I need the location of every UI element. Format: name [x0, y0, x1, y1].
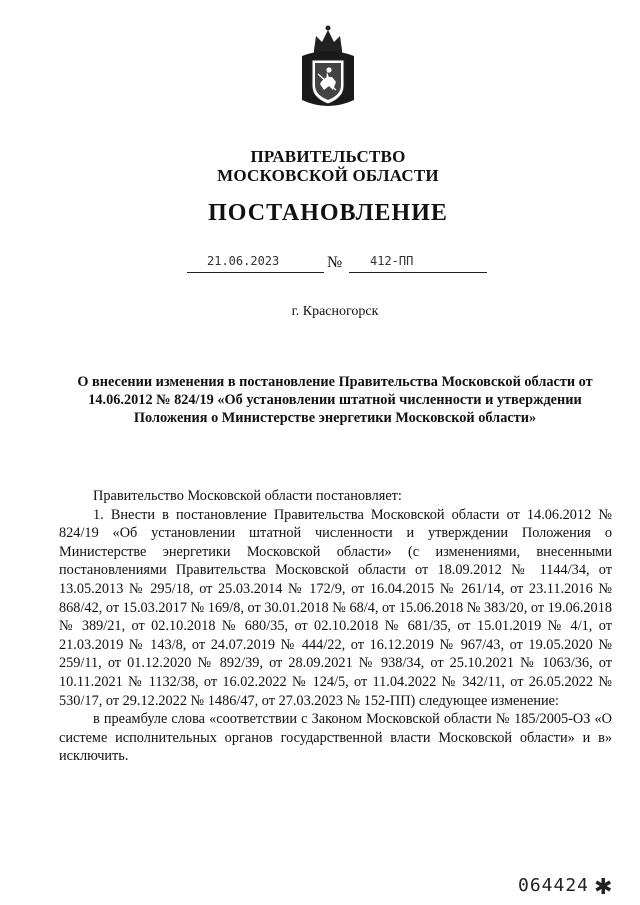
- document-subject: О внесении изменения в постановление Правительства Московской области от 14.06.2012 № 824/19 «Об установлении штатной численности и утверждении Положения о Министерстве энергетики Московской области»: [77, 374, 593, 426]
- document-number: 412-ПП: [370, 254, 414, 268]
- city-name: г. Красногорск: [291, 304, 379, 319]
- org-name-line2: МОСКОВСКОЙ ОБЛАСТИ: [217, 166, 439, 185]
- date-field: [187, 252, 324, 273]
- document-body: [59, 487, 612, 766]
- body-item-1: 1. Внести в постановление Правительства Московской области от 14.06.2012 № 824/19 «Об установлении штатной численности и утверждении Положения о Министерстве энергетики Московской области» (с изменениями, внесенными постановлениями Правительства Московской области от 18.09.2012 № 1144/34, от 13.05.2013 № 295/18, от 25.03.2014 № 172/9, от 16.04.2015 № 261/14, от 23.11.2016 № 868/42, от 15.03.2017 № 169/8, от 30.01.2018 № 68/4, от 15.06.2018 № 383/20, от 19.06.2018 № 389/21, от 02.10.2018 № 680/35, от 02.10.2018 № 681/35, от 15.01.2019 № 4/1, от 21.03.2019 № 143/8, от 24.07.2019 № 444/22, от 16.12.2019 № 967/43, от 19.05.2020 № 259/11, от 01.12.2020 № 892/39, от 28.09.2021 № 938/34, от 25.10.2021 № 1063/36, от 10.11.2021 № 1132/38, от 16.02.2022 № 124/5, от 11.04.2022 № 342/11, от 26.05.2022 № 530/17, от 29.12.2022 № 1486/47, от 27.03.2023 № 152-ПП) следующее изменение:: [59, 506, 612, 709]
- asterisk-mark-icon: ✱: [594, 874, 613, 899]
- number-field: [349, 252, 487, 273]
- serial-number: 064424: [518, 875, 590, 896]
- body-item-2: в преамбуле слова «соответствии с Законом Московской области № 185/2005-ОЗ «О системе исполнительных органов государственной власти Московской области» и в» исключить.: [59, 711, 612, 765]
- org-name-line1: ПРАВИТЕЛЬСТВО: [250, 147, 406, 166]
- coat-of-arms-icon: [296, 20, 360, 116]
- document-date: 21.06.2023: [207, 254, 280, 268]
- number-sign: №: [327, 254, 343, 271]
- document-type-title: ПОСТАНОВЛЕНИЕ: [208, 200, 448, 226]
- body-intro: Правительство Московской области постановляет:: [93, 488, 402, 504]
